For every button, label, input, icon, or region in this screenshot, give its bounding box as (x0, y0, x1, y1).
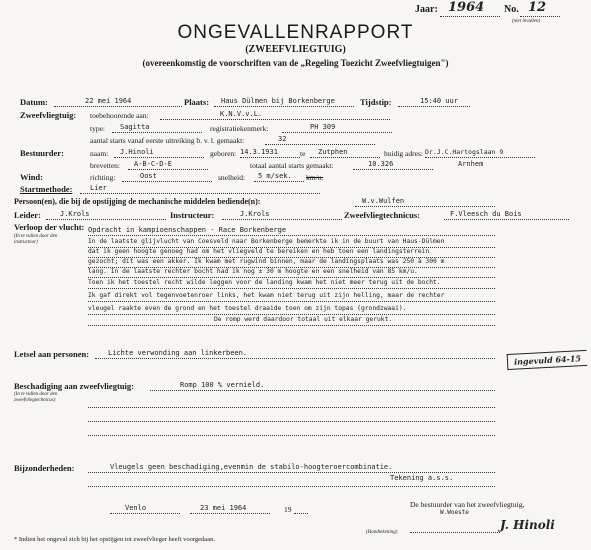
toebehoorende-label: toebehoorende aan: (90, 111, 149, 120)
no-label: No. (504, 4, 519, 15)
tijdstip-value: 15:40 uur (420, 97, 458, 105)
totaal-value: 10.326 (368, 160, 394, 168)
datum-label: Datum: (20, 97, 48, 107)
naam-value: J.Hinoli (120, 148, 154, 156)
page-title: ONGEVALLENRAPPORT (177, 22, 414, 43)
adres-value: Dr.J.C.Hartogslaan 9 (425, 148, 504, 156)
footer-date: 23 mei 1964 (200, 504, 247, 512)
starts-value: 32 (278, 135, 287, 143)
bestuurder-sign-label: De bestuurder van het zweefvliegtuig, (410, 500, 525, 509)
wind-label: Wind: (20, 172, 43, 182)
footer-place: Venlo (125, 504, 147, 512)
verloop-line: gezocht; dit was een akker. Ik kwam met rugwind binnen, maar de landingsplaats was 250 à 300 m (88, 258, 445, 265)
verloop-line: dat ik geen hoogte genoeg had om het vliegveld te bereiken en heb toen een landingsterrein (88, 248, 430, 255)
geboren-label: geboren: (210, 149, 237, 158)
bestuurder-sign-name: W.Woeste (440, 509, 469, 516)
page-subtitle-2: (overeenkomstig de voorschriften van de „Regeling Toezicht Zweefvliegtuigen") (142, 58, 449, 68)
technicus-value: F.Vleesch du Bois (450, 210, 522, 218)
verloop-line: De romp werd daardoor totaal uit elkaar gerukt. (214, 316, 393, 323)
verloop-line: In de laatste glijvlucht van Coesveld naar Borkenberge bemerkte ik in de buurt van Haus-Dülmen (88, 238, 445, 245)
richting-value: Oost (140, 172, 157, 180)
bijzonderheden-extra: Tekening a.s.s. (390, 474, 454, 482)
page-subtitle: (ZWEEFVLIEGTUIG) (245, 44, 346, 55)
footnote: * Indien het ongeval zich bij het opstijgen tot zweefvlieger heeft voorgedaan. (14, 536, 215, 543)
beschadiging-label: Beschadiging aan zweefvliegtuig: (14, 381, 134, 391)
te-value: Zutphen (318, 148, 348, 156)
stad-value: Arnhem (458, 160, 484, 168)
beschadiging-value: Romp 100 % vernield. (180, 381, 265, 389)
leider-value: J.Krols (60, 210, 90, 218)
header-note: (niet invullen) (512, 19, 541, 24)
bestuurder-label: Bestuurder: (20, 148, 64, 158)
zweefvliegtuig-label: Zweefvliegtuig: (20, 110, 77, 120)
snelheid-label: snelheid: (218, 173, 246, 182)
naam-label: naam: (90, 149, 109, 158)
letsel-label: Letsel aan personen: (14, 349, 90, 359)
verloop-line: lang. In de laatste rechter bocht had ik nog ± 30 m hoogte en een snelheid van 85 km/u. (88, 268, 418, 275)
plaats-label: Plaats: (184, 97, 210, 107)
letsel-value: Lichte verwonding aan linkerbeen. (108, 349, 248, 357)
technicus-label: Zweefvliegtechnicus: (344, 210, 421, 220)
handtekening-label: (Handtekening) (366, 530, 398, 535)
snelheid-value: 5 m/sek. (258, 172, 292, 180)
toebehoorende-value: K.N.V.v.L. (220, 110, 263, 118)
brevetten-label: brevetten: (90, 161, 120, 170)
totaal-label: totaal aantal starts gemaakt: (250, 161, 334, 170)
instructeur-label: Instructeur: (170, 210, 215, 220)
bijzonderheden-value: Vleugels geen beschadiging,evenmin de stabilo-hoogteroercombinatie. (110, 463, 393, 471)
type-label: type: (90, 124, 105, 133)
datum-value: 22 mei 1964 (85, 97, 132, 105)
adres-label: huidig adres: (384, 149, 423, 158)
footer-year-suffix: 19 (284, 505, 292, 514)
plaats-value: Haus Dülmen bij Borkenberge (221, 97, 335, 105)
personen-label: Persoon(en), die bij de opstijging de mechanische middelen bediende(n): (14, 197, 261, 206)
verloop-label: Verloop der vlucht: (14, 222, 85, 232)
signature: J. Hinoli (500, 518, 555, 532)
registratie-label: registratiekenmerk: (210, 124, 269, 133)
verloop-line: vleugel raakte even de grond en het toestel draaide toen om zijn topas (grondzwaai). (88, 305, 407, 312)
geboren-value: 14.3.1931 (240, 148, 278, 156)
no-value: 12 (528, 0, 547, 15)
stamp-ingevuld: ingevuld 64-15 (507, 350, 588, 370)
jaar-value: 1964 (448, 0, 485, 15)
startmethode-value: Lier (90, 184, 107, 192)
wind-unit: km/u. (306, 173, 324, 182)
personen-value: W.v.Wulfen (362, 197, 405, 205)
verloop-line: Toen ik het toestel recht wilde leggen voor de landing kwam het niet meer terug uit de bocht. (88, 279, 441, 286)
richting-label: richting: (90, 173, 116, 182)
registratie-value: PH 309 (310, 123, 336, 131)
startmethode-label: Startmethode: (20, 184, 73, 194)
tijdstip-label: Tijdstip: (360, 97, 392, 107)
type-value: Sagitta (120, 123, 150, 131)
instructeur-value: J.Krols (240, 210, 270, 218)
te-label: te (300, 149, 306, 158)
leider-label: Leider: (14, 210, 41, 220)
beschadiging-note: (In te vullen door den zweefvliegtechnicus) (14, 392, 58, 403)
starts-label: aantal starts vanaf eerste uitreiking b. v. l. gemaakt: (90, 136, 245, 145)
bijzonderheden-label: Bijzonderheden: (14, 463, 75, 473)
verloop-line: Ik gaf direkt vol tegenvoetenroer links, het kwam niet terug uit zijn helling, maar de rechter (88, 292, 445, 299)
verloop-line: Opdracht in kampioenschappen - Race Borkenberge (88, 226, 287, 234)
verloop-note: (In te vullen door den instructeur) (14, 234, 58, 245)
brevetten-value: A-B-C-D-E (134, 160, 172, 168)
jaar-label: Jaar: (415, 4, 438, 15)
